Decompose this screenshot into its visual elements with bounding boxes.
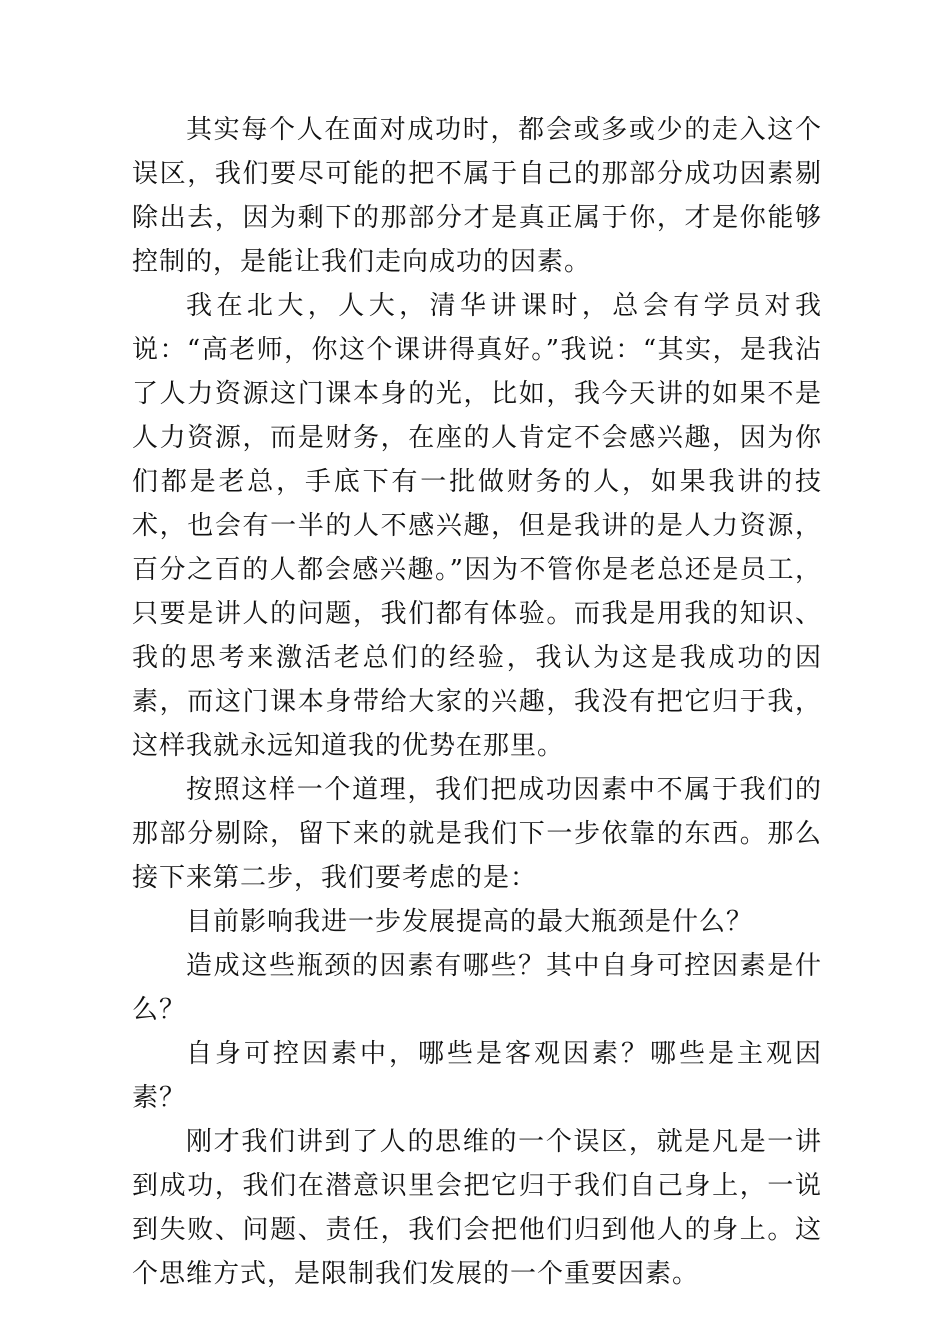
paragraph-4: 刚才我们讲到了人的思维的一个误区，就是凡是一讲到成功，我们在潜意识里会把它归于我们自己身上，一说到失败、问题、责任，我们会把他们归到他人的身上。这个思维方式，是限制我们发展的一个重要因素。: [132, 1127, 822, 1289]
question-1: 目前影响我进一步发展提高的最大瓶颈是什么？: [186, 907, 754, 937]
question-2: 造成这些瓶颈的因素有哪些？其中自身可控因素是什么？: [132, 951, 822, 1025]
paragraph-3: 按照这样一个道理，我们把成功因素中不属于我们的那部分剔除，留下来的就是我们下一步依靠的东西。那么接下来第二步，我们要考虑的是：: [132, 775, 822, 893]
paragraph-1: 其实每个人在面对成功时，都会或多或少的走入这个误区，我们要尽可能的把不属于自己的那部分成功因素剔除出去，因为剩下的那部分才是真正属于你，才是你能够控制的，是能让我们走向成功的因素。: [132, 115, 822, 277]
question-3: 自身可控因素中，哪些是客观因素？哪些是主观因素？: [132, 1039, 822, 1113]
paragraph-2: 我在北大，人大，清华讲课时，总会有学员对我说：“高老师，你这个课讲得真好。”我说：“其实，是我沾了人力资源这门课本身的光，比如，我今天讲的如果不是人力资源，而是财务，在座的人肯定不会感兴趣，因为你们都是老总，手底下有一批做财务的人，如果我讲的技术，也会有一半的人不感兴趣，但是我讲的是人力资源，百分之百的人都会感兴趣。”因为不管你是老总还是员工，只要是讲人的问题，我们都有体验。而我是用我的知识、我的思考来激活老总们的经验，我认为这是我成功的因素，而这门课本身带给大家的兴趣，我没有把它归于我，这样我就永远知道我的优势在那里。: [132, 291, 822, 761]
body-text: [132, 108, 822, 1296]
